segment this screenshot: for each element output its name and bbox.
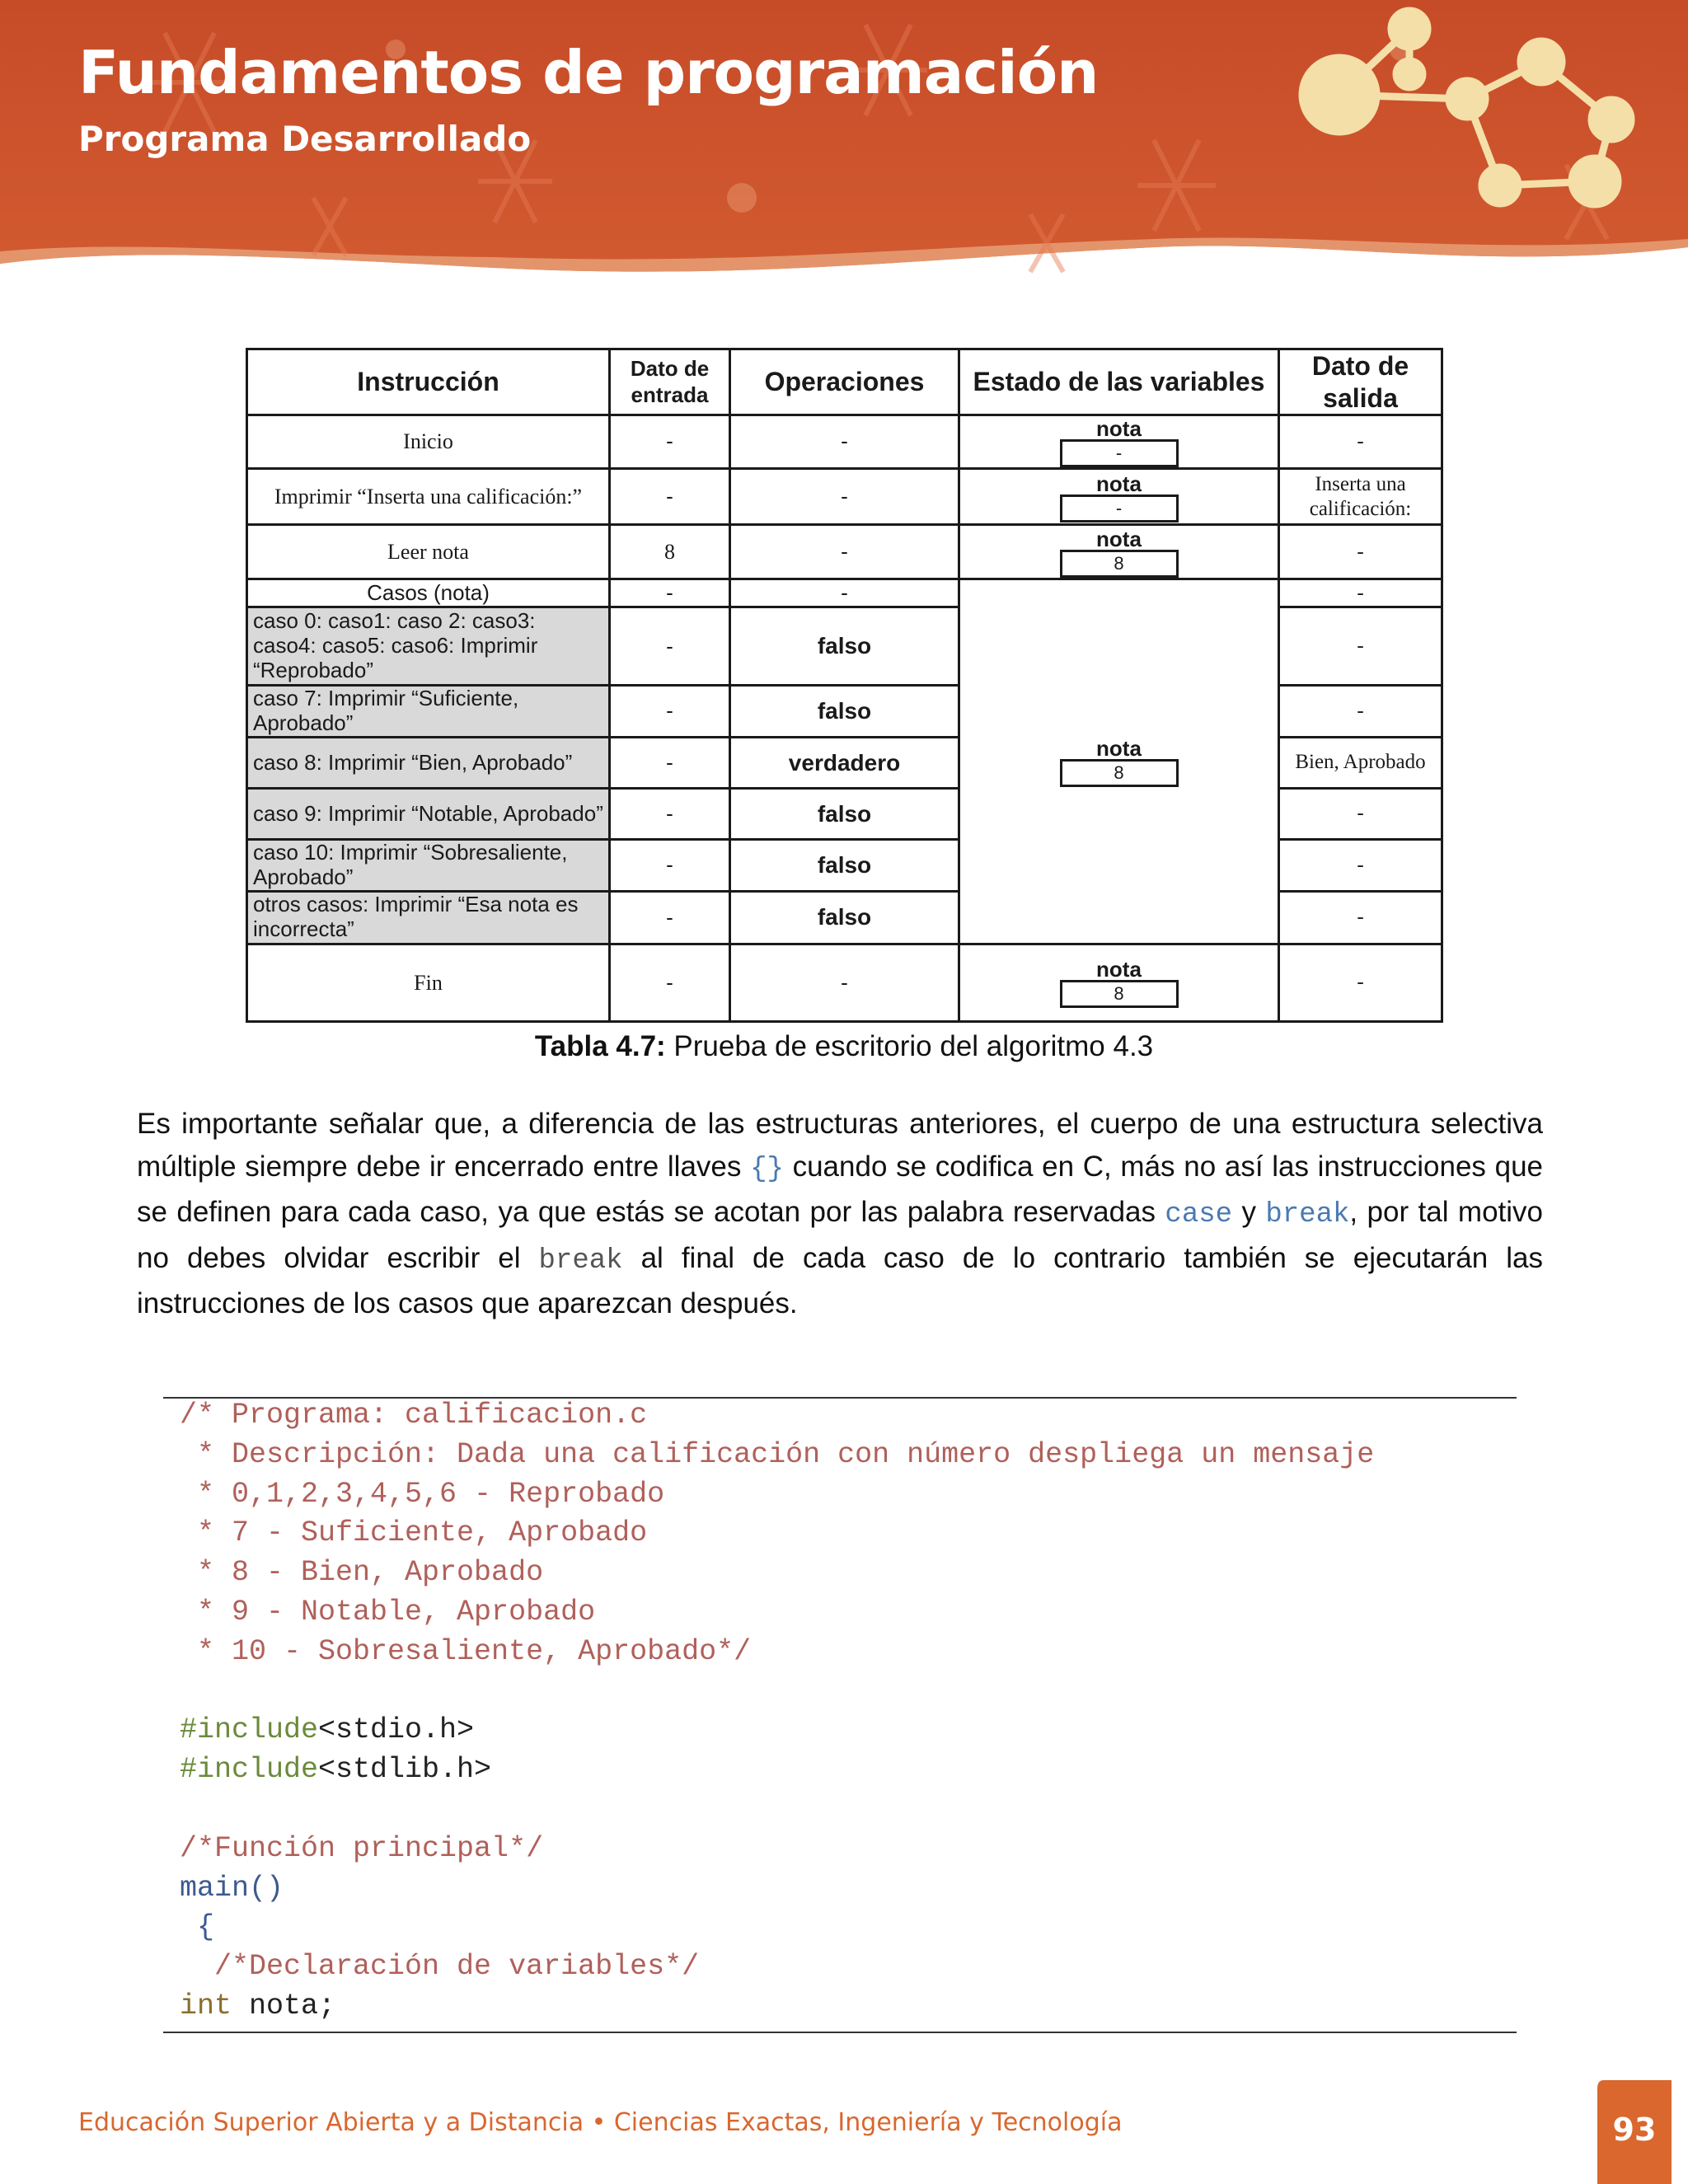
cell-instruccion: Inicio — [247, 415, 610, 469]
cell-operacion: - — [730, 944, 959, 1021]
code-line: nota; — [232, 1989, 336, 2022]
cell-operacion: - — [730, 469, 959, 525]
cell-operacion: falso — [730, 891, 959, 944]
code-line: * 10 - Sobresaliente, Aprobado*/ — [180, 1634, 752, 1668]
table-header-row — [247, 349, 1442, 415]
code-include-file: <stdio.h> — [318, 1713, 475, 1747]
cell-salida: - — [1279, 944, 1442, 1021]
table-row — [247, 469, 1442, 525]
cell-operacion: - — [730, 579, 959, 607]
cell-estado — [959, 525, 1279, 579]
table-row — [247, 415, 1442, 469]
cell-operacion: falso — [730, 607, 959, 686]
cell-entrada: - — [610, 839, 730, 891]
caption-text: Prueba de escritorio del algoritmo 4.3 — [665, 1030, 1154, 1062]
code-line: /* Programa: calificacion.c — [180, 1399, 648, 1432]
code-line: /*Declaración de variables*/ — [180, 1950, 700, 1984]
var-value-box: - — [1060, 439, 1179, 467]
cell-instruccion: caso 7: Imprimir “Suficiente, Aprobado” — [247, 686, 610, 738]
cell-estado — [959, 469, 1279, 525]
desk-check-table — [246, 348, 1443, 1023]
cell-instruccion: caso 0: caso1: caso 2: caso3: caso4: caso5: caso6: Imprimir “Reprobado” — [247, 607, 610, 686]
cell-operacion: - — [730, 415, 959, 469]
paragraph-text: Es importante señalar que, a diferencia de las estructuras anteriores, el cuerpo de una estructura selectiva múltiple siempre debe ir encerrado entre llaves — [137, 1108, 1543, 1183]
cell-salida: Inserta una calificación: — [1279, 469, 1442, 525]
header-dato-entrada: Dato de entrada — [610, 349, 730, 415]
cell-instruccion: Leer nota — [247, 525, 610, 579]
code-keyword: int — [180, 1989, 232, 2022]
var-value-box: 8 — [1060, 980, 1179, 1008]
var-name: nota — [1096, 416, 1142, 441]
paragraph-text: al final de cada caso de lo contrario también se ejecutarán las instrucciones de los casos que aparezcan después. — [137, 1241, 1543, 1319]
code-block — [180, 1396, 1374, 2027]
code-line: * Descripción: Dada una calificación con número despliega un mensaje — [180, 1437, 1375, 1471]
header-dato-salida: Dato de salida — [1279, 349, 1442, 415]
code-line: * 9 - Notable, Aprobado — [180, 1595, 596, 1629]
cell-entrada: - — [610, 415, 730, 469]
code-line: /*Función principal*/ — [180, 1831, 544, 1865]
cell-instruccion: caso 8: Imprimir “Bien, Aprobado” — [247, 737, 610, 788]
var-value-box: 8 — [1060, 759, 1179, 787]
desk-check-table-wrapper — [246, 348, 1441, 1023]
inline-code-break: break — [1265, 1199, 1350, 1230]
cell-salida: - — [1279, 579, 1442, 607]
cell-operacion: verdadero — [730, 737, 959, 788]
paragraph-text: cuando se codifica en C, más no así las instrucciones que se definen para cada caso, ya que estás se acotan por las palabra reservadas — [137, 1150, 1544, 1228]
code-line: { — [180, 1910, 215, 1944]
code-include-file: <stdlib.h> — [318, 1753, 492, 1787]
cell-estado-merged — [959, 579, 1279, 944]
header-instruccion: Instrucción — [247, 349, 610, 415]
cell-instruccion: Casos (nota) — [247, 579, 610, 607]
code-line: * 7 - Suficiente, Aprobado — [180, 1516, 648, 1550]
table-caption — [0, 1030, 1688, 1063]
var-name: nota — [1096, 526, 1142, 551]
table-row — [247, 944, 1442, 1021]
cell-instruccion: Fin — [247, 944, 610, 1021]
header-estado-variables: Estado de las variables — [959, 349, 1279, 415]
code-directive: #include — [180, 1753, 319, 1787]
cell-operacion: - — [730, 525, 959, 579]
caption-label: Tabla 4.7: — [534, 1030, 666, 1062]
cell-operacion: falso — [730, 686, 959, 738]
code-directive: #include — [180, 1713, 319, 1747]
cell-operacion: falso — [730, 839, 959, 891]
cell-instruccion: caso 10: Imprimir “Sobresaliente, Aprobado” — [247, 839, 610, 891]
cell-entrada: - — [610, 944, 730, 1021]
inline-code-braces: {} — [750, 1153, 784, 1185]
cell-salida: - — [1279, 788, 1442, 839]
table-row — [247, 579, 1442, 607]
code-line: * 0,1,2,3,4,5,6 - Reprobado — [180, 1477, 665, 1511]
var-name: nota — [1096, 735, 1142, 761]
inline-code-break-2: break — [538, 1244, 623, 1277]
cell-entrada: 8 — [610, 525, 730, 579]
cell-entrada: - — [610, 469, 730, 525]
cell-entrada: - — [610, 607, 730, 686]
cell-salida: - — [1279, 891, 1442, 944]
paragraph-text: y — [1232, 1196, 1266, 1228]
code-line: main() — [180, 1871, 284, 1905]
cell-instruccion: Imprimir “Inserta una calificación:” — [247, 469, 610, 525]
cell-salida: - — [1279, 415, 1442, 469]
cell-instruccion: caso 9: Imprimir “Notable, Aprobado” — [247, 788, 610, 839]
cell-salida: - — [1279, 525, 1442, 579]
cell-entrada: - — [610, 891, 730, 944]
header-operaciones: Operaciones — [730, 349, 959, 415]
code-line: * 8 - Bien, Aprobado — [180, 1556, 544, 1590]
var-value-box: - — [1060, 494, 1179, 523]
body-paragraph — [137, 1103, 1543, 1325]
footer-text: Educación Superior Abierta y a Distancia • Ciencias Exactas, Ingeniería y Tecnología — [78, 2108, 1123, 2137]
cell-estado — [959, 944, 1279, 1021]
page-number: 93 — [1612, 2111, 1657, 2148]
code-block-bottom-rule — [163, 2032, 1517, 2033]
cell-salida: - — [1279, 607, 1442, 686]
table-row — [247, 525, 1442, 579]
page-subtitle: Programa Desarrollado — [78, 119, 532, 159]
cell-salida: Bien, Aprobado — [1279, 737, 1442, 788]
var-value-box: 8 — [1060, 550, 1179, 578]
header-banner — [0, 0, 1688, 297]
paragraph-text: , por tal motivo no debes olvidar escribir el — [137, 1196, 1543, 1274]
cell-entrada: - — [610, 788, 730, 839]
page-title: Fundamentos de programación — [78, 38, 1099, 107]
var-name: nota — [1096, 471, 1142, 496]
cell-estado — [959, 415, 1279, 469]
cell-entrada: - — [610, 579, 730, 607]
cell-entrada: - — [610, 686, 730, 738]
var-name: nota — [1096, 957, 1142, 982]
inline-code-case: case — [1165, 1199, 1233, 1230]
cell-entrada: - — [610, 737, 730, 788]
cell-instruccion: otros casos: Imprimir “Esa nota es incorrecta” — [247, 891, 610, 944]
cell-salida: - — [1279, 839, 1442, 891]
cell-salida: - — [1279, 686, 1442, 738]
cell-operacion: falso — [730, 788, 959, 839]
